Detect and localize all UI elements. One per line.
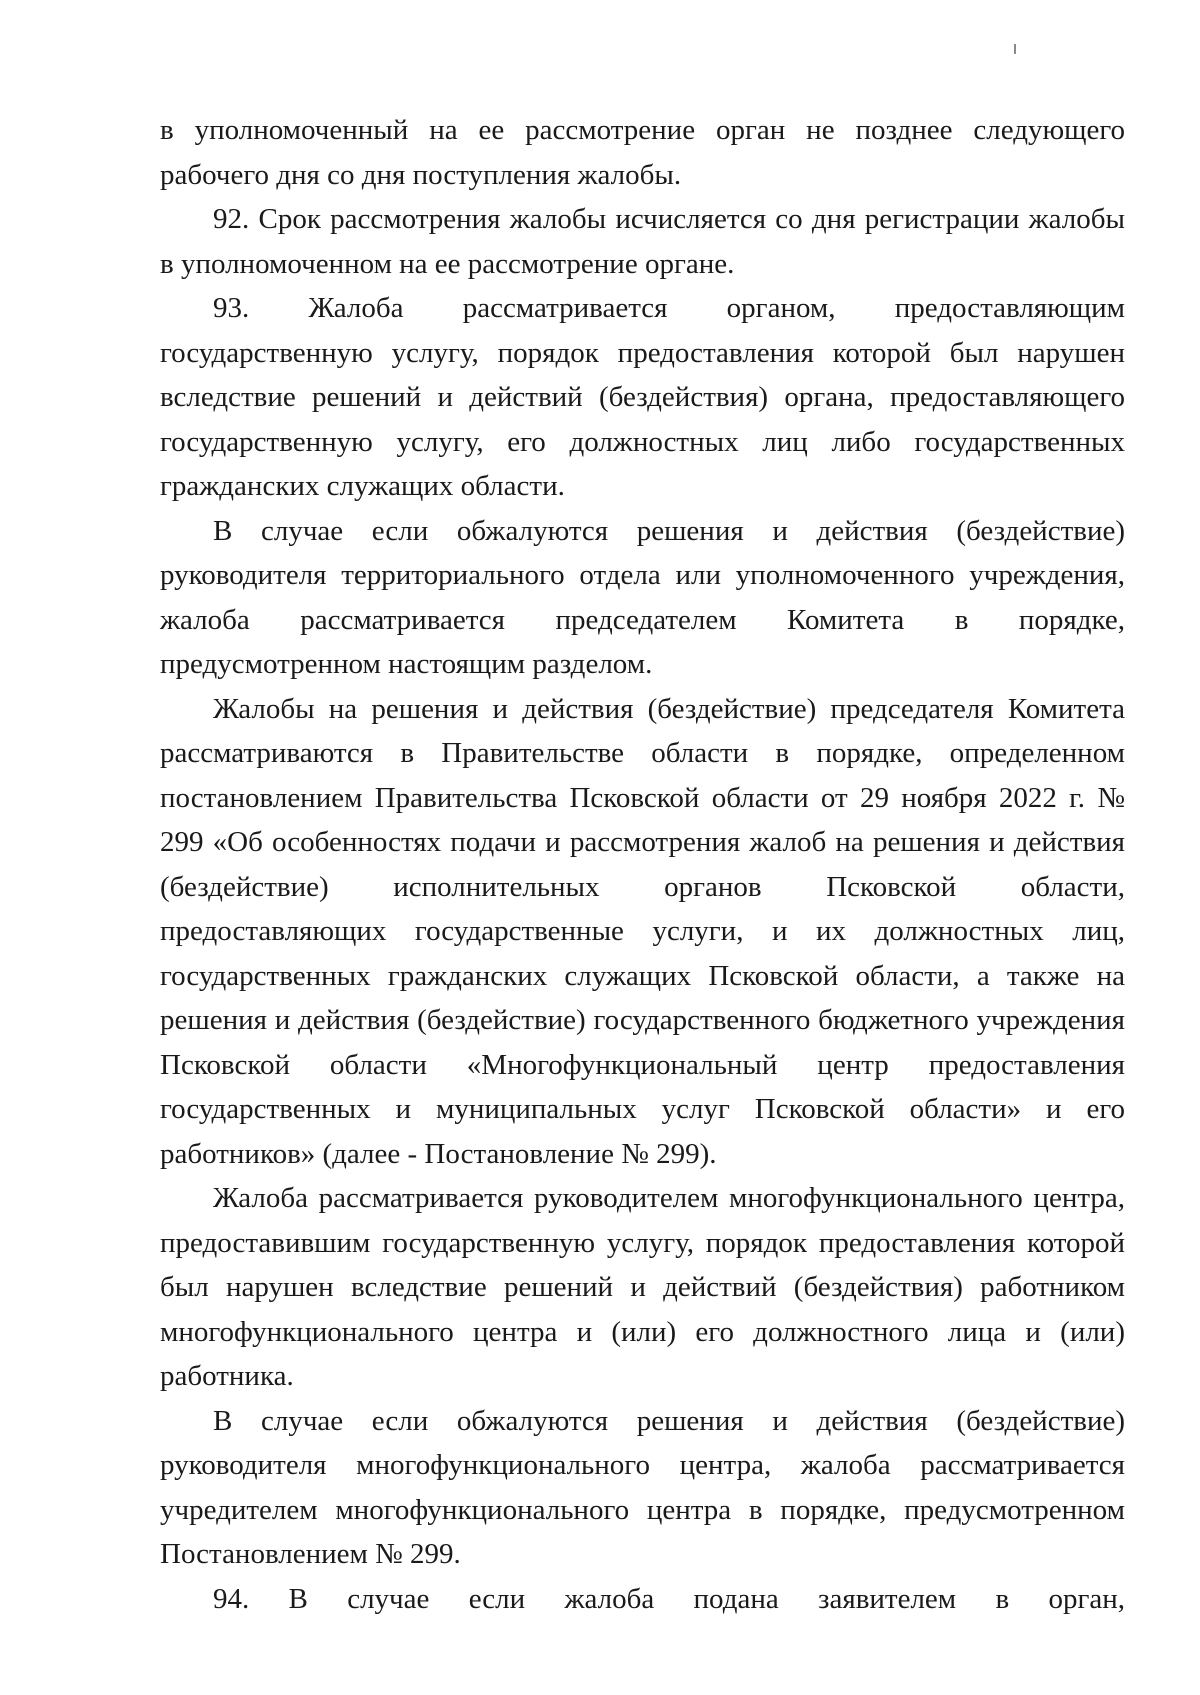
paragraph-92: 92. Срок рассмотрения жалобы исчисляется со дня регистрации жалобы в уполномоченном на ее рассмотрение органе. — [160, 203, 1125, 280]
paragraph-mfc-head: Жалоба рассматривается руководителем многофункционального центра, предоставившим государственную услугу, порядок предоставления которой был нарушен вследствие решений и действий (бездействия) работником многофункционального центра и (или) его должностного лица и (или) работника. — [160, 1182, 1125, 1392]
paragraph-continuation: в уполномоченный на ее рассмотрение орган не позднее следующего рабочего дня со дня поступления жалобы. — [160, 114, 1125, 191]
scan-artifact-mark — [1014, 44, 1016, 54]
paragraph-mfc-founder: В случае если обжалуются решения и действия (бездействие) руководителя многофункционального центра, жалоба рассматривается учредителем многофункционального центра в порядке, предусмотренном Постановлением № 299. — [160, 1404, 1125, 1570]
paragraph-94: 94. В случае если жалоба подана заявителем в орган, — [213, 1582, 1125, 1615]
paragraph-committee-chairman: Жалобы на решения и действия (бездействие) председателя Комитета рассматриваются в Правительстве области в порядке, определенном постановлением Правительства Псковской области от 29 ноября 2022 г. № 299 «Об особенностях подачи и рассмотрения жалоб на решения и действия (бездействие) исполнительных органов Псковской области, предоставляющих государственные услуги, и их должностных лиц, государственных гражданских служащих Псковской области, а также на решения и действия (бездействие) государственного бюджетного учреждения Псковской области «Многофункциональный центр предоставления государственных и муниципальных услуг Псковской области» и его работников» (далее - Постановление № 299). — [160, 692, 1125, 1170]
document-body — [160, 108, 1125, 1621]
paragraph-territorial-department: В случае если обжалуются решения и действия (бездействие) руководителя территориального отдела или уполномоченного учреждения, жалоба рассматривается председателем Комитета в порядке, предусмотренном настоящим разделом. — [160, 514, 1125, 680]
paragraph-93: 93. Жалоба рассматривается органом, предоставляющим государственную услугу, порядок предоставления которой был нарушен вследствие решений и действий (бездействия) органа, предоставляющего государственную услугу, его должностных лиц либо государственных гражданских служащих области. — [160, 292, 1125, 502]
